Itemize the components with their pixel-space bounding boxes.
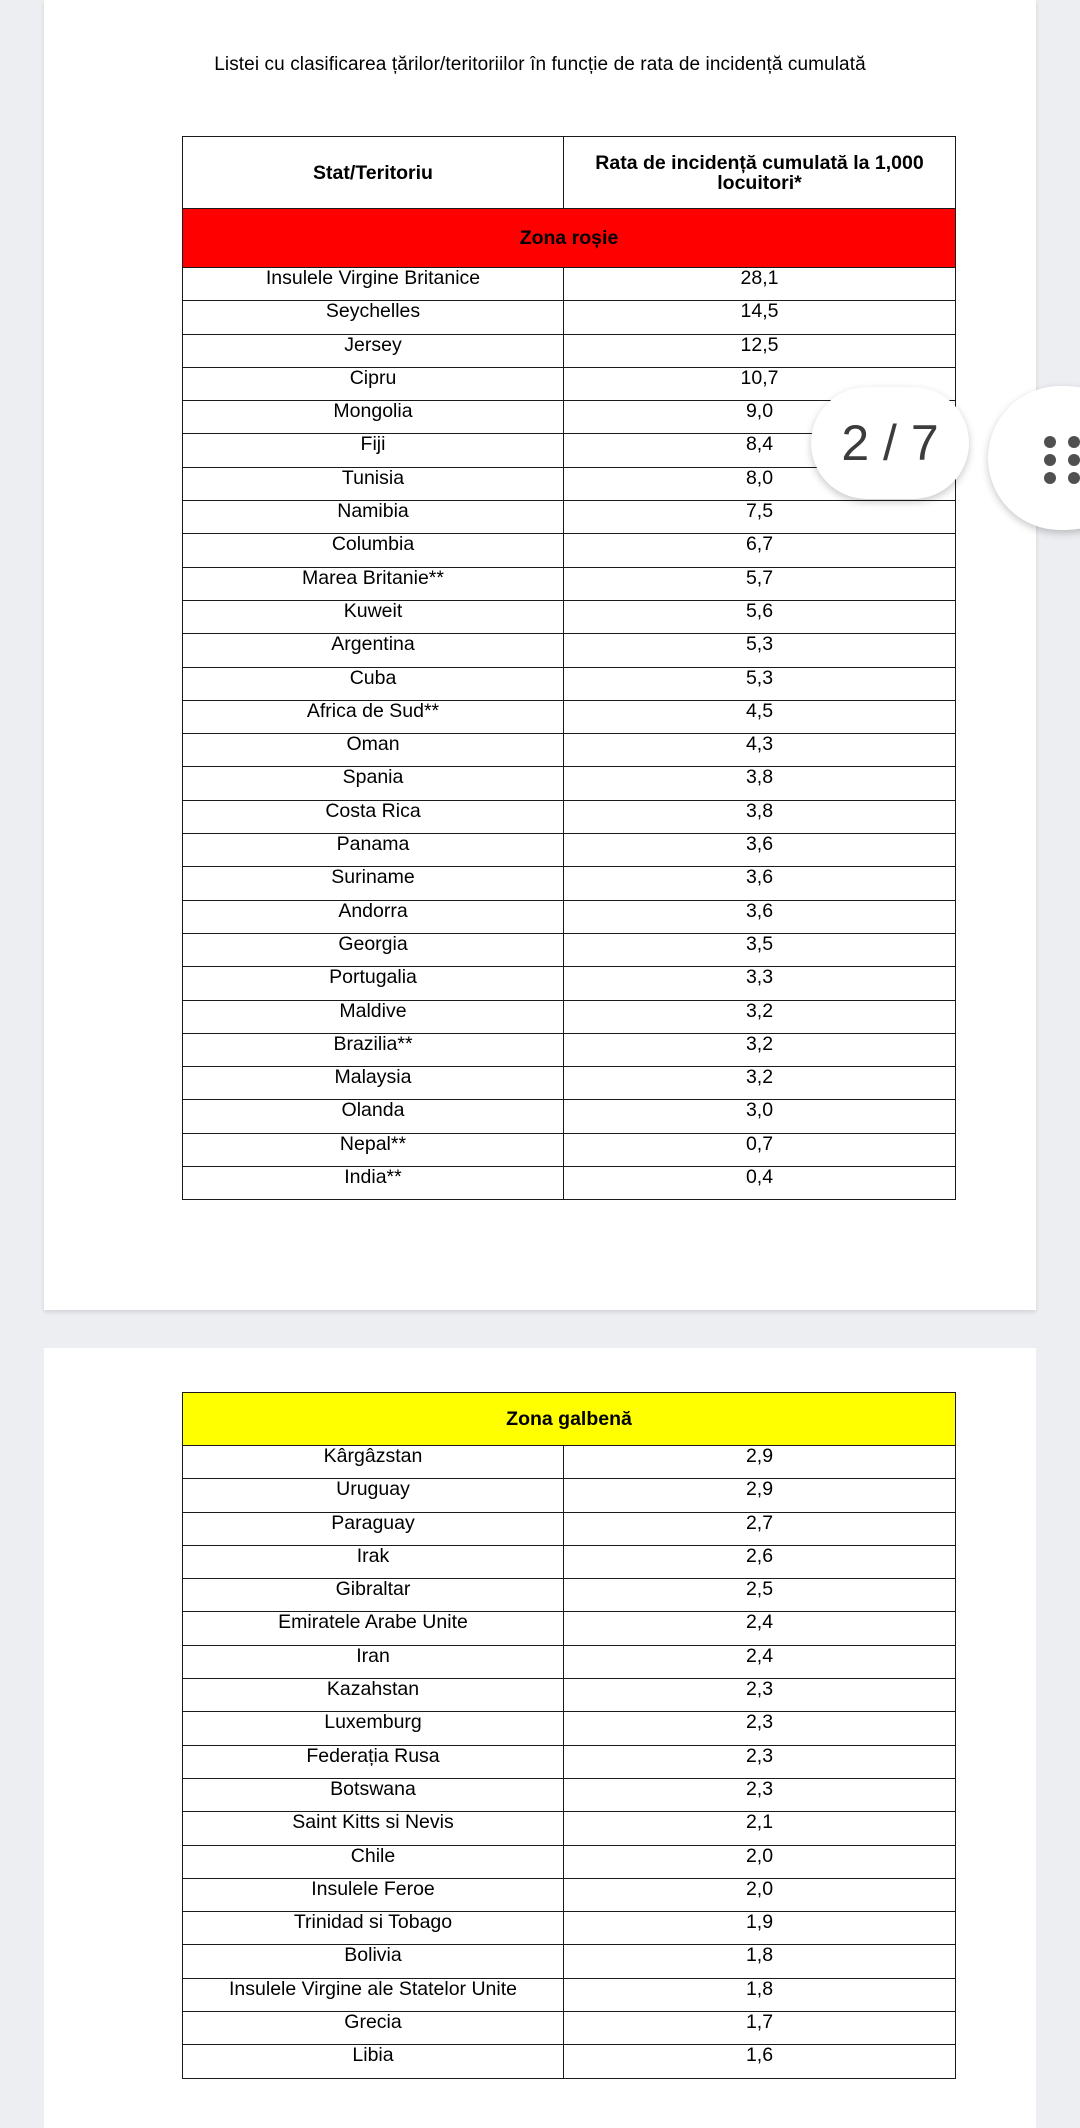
rate-cell: 9,0 xyxy=(564,401,956,434)
country-cell: Kuweit xyxy=(183,600,564,633)
table-row xyxy=(183,667,956,700)
table-row xyxy=(183,1512,956,1545)
document-title: Listei cu clasificarea țărilor/teritoriilor în funcție de rata de incidență cumulată xyxy=(214,54,866,75)
table-row xyxy=(183,534,956,567)
table-row xyxy=(183,834,956,867)
country-cell: Spania xyxy=(183,767,564,800)
country-cell: Iran xyxy=(183,1645,564,1678)
country-cell: Namibia xyxy=(183,501,564,534)
table-row xyxy=(183,501,956,534)
country-cell: Cuba xyxy=(183,667,564,700)
rate-cell: 2,0 xyxy=(564,1845,956,1878)
table-row xyxy=(183,1878,956,1911)
country-cell: Argentina xyxy=(183,634,564,667)
zone-header-row xyxy=(183,209,956,268)
country-cell: Columbia xyxy=(183,534,564,567)
rate-cell: 2,3 xyxy=(564,1712,956,1745)
table-row xyxy=(183,1100,956,1133)
rate-cell: 5,7 xyxy=(564,567,956,600)
table-row xyxy=(183,1645,956,1678)
country-cell: Marea Britanie** xyxy=(183,567,564,600)
rate-cell: 2,3 xyxy=(564,1778,956,1811)
rate-cell: 2,4 xyxy=(564,1612,956,1645)
table-row xyxy=(183,268,956,301)
country-cell: Bolivia xyxy=(183,1945,564,1978)
country-cell: Mongolia xyxy=(183,401,564,434)
country-cell: Insulele Virgine ale Statelor Unite xyxy=(183,1978,564,2011)
country-cell: Cipru xyxy=(183,367,564,400)
country-cell: Botswana xyxy=(183,1778,564,1811)
country-cell: Emiratele Arabe Unite xyxy=(183,1612,564,1645)
country-cell: Kârgâzstan xyxy=(183,1446,564,1479)
table-row xyxy=(183,634,956,667)
country-cell: Costa Rica xyxy=(183,800,564,833)
table-row xyxy=(183,1033,956,1066)
table-row xyxy=(183,301,956,334)
country-cell: Africa de Sud** xyxy=(183,700,564,733)
country-cell: Tunisia xyxy=(183,467,564,500)
rate-cell: 3,2 xyxy=(564,1067,956,1100)
header-incidence-rate: Rata de incidență cumulată la 1,000 locuitori* xyxy=(564,137,956,209)
table-row xyxy=(183,1545,956,1578)
document-page-2 xyxy=(44,0,1036,1310)
rate-cell: 5,6 xyxy=(564,600,956,633)
rate-cell: 0,4 xyxy=(564,1167,956,1200)
rate-cell: 12,5 xyxy=(564,334,956,367)
rate-cell: 2,3 xyxy=(564,1745,956,1778)
rate-cell: 1,9 xyxy=(564,1912,956,1945)
rate-cell: 2,7 xyxy=(564,1512,956,1545)
country-cell: Georgia xyxy=(183,933,564,966)
rate-cell: 0,7 xyxy=(564,1133,956,1166)
country-cell: Irak xyxy=(183,1545,564,1578)
table-row xyxy=(183,1446,956,1479)
table-row xyxy=(183,700,956,733)
table-row xyxy=(183,2012,956,2045)
document-page-3 xyxy=(44,1348,1036,2128)
rate-cell: 14,5 xyxy=(564,301,956,334)
table-row xyxy=(183,734,956,767)
zone-header-row xyxy=(183,1393,956,1446)
table-row xyxy=(183,900,956,933)
table-row xyxy=(183,933,956,966)
page-indicator: 2 / 7 xyxy=(811,387,969,499)
table-row xyxy=(183,1000,956,1033)
rate-cell: 2,5 xyxy=(564,1579,956,1612)
zone-label: Zona roșie xyxy=(183,209,956,268)
rate-cell: 3,8 xyxy=(564,800,956,833)
rate-cell: 2,0 xyxy=(564,1878,956,1911)
rate-cell: 8,0 xyxy=(564,467,956,500)
rate-cell: 3,6 xyxy=(564,900,956,933)
table-row xyxy=(183,1579,956,1612)
table-row xyxy=(183,1978,956,2011)
rate-cell: 3,2 xyxy=(564,1000,956,1033)
rate-cell: 8,4 xyxy=(564,434,956,467)
rate-cell: 4,5 xyxy=(564,700,956,733)
rate-cell: 3,8 xyxy=(564,767,956,800)
table-row xyxy=(183,867,956,900)
rate-cell: 2,9 xyxy=(564,1446,956,1479)
table-row xyxy=(183,1945,956,1978)
country-cell: Seychelles xyxy=(183,301,564,334)
rate-cell: 4,3 xyxy=(564,734,956,767)
rate-cell: 2,6 xyxy=(564,1545,956,1578)
table-row xyxy=(183,1612,956,1645)
header-country: Stat/Teritoriu xyxy=(183,137,564,209)
table-row xyxy=(183,800,956,833)
table-row xyxy=(183,1067,956,1100)
table-row xyxy=(183,567,956,600)
table-row xyxy=(183,600,956,633)
country-cell: Chile xyxy=(183,1845,564,1878)
country-cell: Malaysia xyxy=(183,1067,564,1100)
table-header-row xyxy=(183,137,956,209)
country-cell: Libia xyxy=(183,2045,564,2078)
rate-cell: 6,7 xyxy=(564,534,956,567)
rate-cell: 28,1 xyxy=(564,268,956,301)
country-cell: Suriname xyxy=(183,867,564,900)
table-row xyxy=(183,767,956,800)
table-row xyxy=(183,1812,956,1845)
country-cell: Saint Kitts si Nevis xyxy=(183,1812,564,1845)
incidence-table-yellow xyxy=(182,1392,956,2079)
country-cell: Kazahstan xyxy=(183,1679,564,1712)
rate-cell: 2,4 xyxy=(564,1645,956,1678)
country-cell: Jersey xyxy=(183,334,564,367)
country-cell: Portugalia xyxy=(183,967,564,1000)
table-row xyxy=(183,1167,956,1200)
country-cell: Luxemburg xyxy=(183,1712,564,1745)
country-cell: Brazilia** xyxy=(183,1033,564,1066)
rate-cell: 2,3 xyxy=(564,1679,956,1712)
rate-cell: 10,7 xyxy=(564,367,956,400)
table-row xyxy=(183,334,956,367)
table-row xyxy=(183,1133,956,1166)
zone-label: Zona galbenă xyxy=(183,1393,956,1446)
table-row xyxy=(183,1712,956,1745)
rate-cell: 1,6 xyxy=(564,2045,956,2078)
table-row xyxy=(183,1778,956,1811)
country-cell: India** xyxy=(183,1167,564,1200)
country-cell: Uruguay xyxy=(183,1479,564,1512)
country-cell: Olanda xyxy=(183,1100,564,1133)
table-row xyxy=(183,1745,956,1778)
country-cell: Paraguay xyxy=(183,1512,564,1545)
rate-cell: 3,0 xyxy=(564,1100,956,1133)
rate-cell: 1,8 xyxy=(564,1978,956,2011)
country-cell: Nepal** xyxy=(183,1133,564,1166)
table-row xyxy=(183,1679,956,1712)
rate-cell: 7,5 xyxy=(564,501,956,534)
table-row xyxy=(183,1845,956,1878)
table-row xyxy=(183,1479,956,1512)
country-cell: Insulele Feroe xyxy=(183,1878,564,1911)
country-cell: Trinidad si Tobago xyxy=(183,1912,564,1945)
table-row xyxy=(183,2045,956,2078)
country-cell: Insulele Virgine Britanice xyxy=(183,268,564,301)
rate-cell: 3,3 xyxy=(564,967,956,1000)
rate-cell: 5,3 xyxy=(564,667,956,700)
country-cell: Federația Rusa xyxy=(183,1745,564,1778)
country-cell: Andorra xyxy=(183,900,564,933)
rate-cell: 3,6 xyxy=(564,867,956,900)
rate-cell: 1,8 xyxy=(564,1945,956,1978)
rate-cell: 3,2 xyxy=(564,1033,956,1066)
rate-cell: 1,7 xyxy=(564,2012,956,2045)
country-cell: Oman xyxy=(183,734,564,767)
rate-cell: 2,1 xyxy=(564,1812,956,1845)
rate-cell: 5,3 xyxy=(564,634,956,667)
country-cell: Grecia xyxy=(183,2012,564,2045)
rate-cell: 3,6 xyxy=(564,834,956,867)
country-cell: Panama xyxy=(183,834,564,867)
country-cell: Gibraltar xyxy=(183,1579,564,1612)
rate-cell: 2,9 xyxy=(564,1479,956,1512)
country-cell: Fiji xyxy=(183,434,564,467)
table-row xyxy=(183,967,956,1000)
rate-cell: 3,5 xyxy=(564,933,956,966)
country-cell: Maldive xyxy=(183,1000,564,1033)
incidence-table-red xyxy=(182,136,956,1200)
table-row xyxy=(183,1912,956,1945)
grid-dots-icon xyxy=(1044,436,1080,484)
